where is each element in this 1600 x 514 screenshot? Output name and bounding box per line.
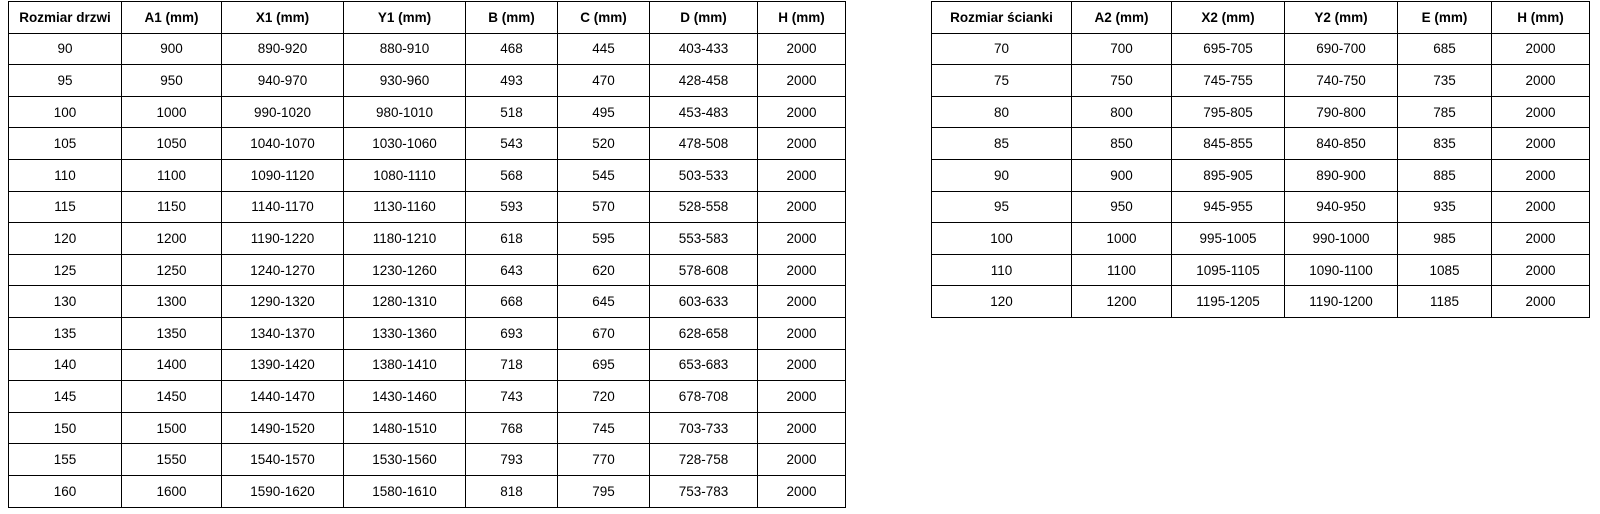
table-cell: 453-483 bbox=[650, 96, 758, 128]
table-cell: 2000 bbox=[758, 349, 846, 381]
table-cell: 618 bbox=[466, 223, 558, 255]
table-cell: 1400 bbox=[122, 349, 222, 381]
table-cell: 2000 bbox=[1492, 191, 1590, 223]
table-cell: 495 bbox=[558, 96, 650, 128]
table-row bbox=[9, 128, 846, 160]
table-cell: 2000 bbox=[1492, 159, 1590, 191]
table-cell: 753-783 bbox=[650, 475, 758, 507]
table-cell: 740-750 bbox=[1285, 65, 1398, 97]
table-cell: 528-558 bbox=[650, 191, 758, 223]
table-cell: 700 bbox=[1072, 33, 1172, 65]
table-cell: 428-458 bbox=[650, 65, 758, 97]
table-cell: 1040-1070 bbox=[222, 128, 344, 160]
table-cell: 570 bbox=[558, 191, 650, 223]
table-cell: 150 bbox=[9, 412, 122, 444]
table-cell: 100 bbox=[932, 223, 1072, 255]
table-cell: 735 bbox=[1398, 65, 1492, 97]
table-cell: 603-633 bbox=[650, 286, 758, 318]
door-dimensions-table bbox=[8, 1, 846, 508]
table-cell: 1300 bbox=[122, 286, 222, 318]
table-cell: 80 bbox=[932, 96, 1072, 128]
table-cell: 2000 bbox=[758, 159, 846, 191]
table-cell: 120 bbox=[9, 223, 122, 255]
table-row bbox=[9, 349, 846, 381]
table-cell: 695-705 bbox=[1172, 33, 1285, 65]
table-cell: 2000 bbox=[758, 444, 846, 476]
table-cell: 2000 bbox=[1492, 223, 1590, 255]
table-cell: 1280-1310 bbox=[344, 286, 466, 318]
table-cell: 890-900 bbox=[1285, 159, 1398, 191]
table-cell: 990-1020 bbox=[222, 96, 344, 128]
table-cell: 1500 bbox=[122, 412, 222, 444]
table-row bbox=[9, 33, 846, 65]
table-header-row bbox=[932, 2, 1590, 34]
column-header: D (mm) bbox=[650, 2, 758, 34]
table-cell: 1185 bbox=[1398, 286, 1492, 318]
table-cell: 743 bbox=[466, 381, 558, 413]
table-cell: 718 bbox=[466, 349, 558, 381]
table-cell: 1150 bbox=[122, 191, 222, 223]
table-cell: 1200 bbox=[122, 223, 222, 255]
table-row bbox=[9, 65, 846, 97]
table-cell: 653-683 bbox=[650, 349, 758, 381]
table-row bbox=[9, 159, 846, 191]
table-cell: 1330-1360 bbox=[344, 317, 466, 349]
table-row bbox=[932, 96, 1590, 128]
table-cell: 770 bbox=[558, 444, 650, 476]
table-cell: 1550 bbox=[122, 444, 222, 476]
table-cell: 940-970 bbox=[222, 65, 344, 97]
table-row bbox=[9, 96, 846, 128]
table-cell: 110 bbox=[9, 159, 122, 191]
table-cell: 685 bbox=[1398, 33, 1492, 65]
table-cell: 90 bbox=[9, 33, 122, 65]
table-cell: 840-850 bbox=[1285, 128, 1398, 160]
table-cell: 1480-1510 bbox=[344, 412, 466, 444]
table-cell: 1095-1105 bbox=[1172, 254, 1285, 286]
table-cell: 2000 bbox=[758, 96, 846, 128]
table-cell: 1195-1205 bbox=[1172, 286, 1285, 318]
table-row bbox=[9, 191, 846, 223]
table-cell: 2000 bbox=[758, 412, 846, 444]
table-cell: 478-508 bbox=[650, 128, 758, 160]
table-cell: 1000 bbox=[1072, 223, 1172, 255]
table-cell: 1190-1200 bbox=[1285, 286, 1398, 318]
table-cell: 1100 bbox=[122, 159, 222, 191]
table-cell: 795-805 bbox=[1172, 96, 1285, 128]
column-header: C (mm) bbox=[558, 2, 650, 34]
table-cell: 945-955 bbox=[1172, 191, 1285, 223]
column-header: X2 (mm) bbox=[1172, 2, 1285, 34]
table-cell: 1530-1560 bbox=[344, 444, 466, 476]
table-cell: 800 bbox=[1072, 96, 1172, 128]
table-cell: 543 bbox=[466, 128, 558, 160]
table-cell: 895-905 bbox=[1172, 159, 1285, 191]
table-cell: 790-800 bbox=[1285, 96, 1398, 128]
table-row bbox=[9, 444, 846, 476]
table-cell: 125 bbox=[9, 254, 122, 286]
column-header: H (mm) bbox=[758, 2, 846, 34]
table-cell: 695 bbox=[558, 349, 650, 381]
table-cell: 935 bbox=[1398, 191, 1492, 223]
table-cell: 2000 bbox=[1492, 254, 1590, 286]
table-cell: 1380-1410 bbox=[344, 349, 466, 381]
table-cell: 155 bbox=[9, 444, 122, 476]
table-cell: 1085 bbox=[1398, 254, 1492, 286]
table-cell: 2000 bbox=[1492, 65, 1590, 97]
table-row bbox=[932, 254, 1590, 286]
column-header: Y2 (mm) bbox=[1285, 2, 1398, 34]
table-cell: 2000 bbox=[758, 475, 846, 507]
table-cell: 520 bbox=[558, 128, 650, 160]
table-cell: 845-855 bbox=[1172, 128, 1285, 160]
table-header-row bbox=[9, 2, 846, 34]
table-cell: 503-533 bbox=[650, 159, 758, 191]
table-cell: 950 bbox=[1072, 191, 1172, 223]
table-cell: 1240-1270 bbox=[222, 254, 344, 286]
column-header: H (mm) bbox=[1492, 2, 1590, 34]
table-cell: 1200 bbox=[1072, 286, 1172, 318]
table-row bbox=[9, 412, 846, 444]
table-cell: 930-960 bbox=[344, 65, 466, 97]
table-cell: 1350 bbox=[122, 317, 222, 349]
table-cell: 880-910 bbox=[344, 33, 466, 65]
table-cell: 703-733 bbox=[650, 412, 758, 444]
table-cell: 115 bbox=[9, 191, 122, 223]
table-cell: 1340-1370 bbox=[222, 317, 344, 349]
table-cell: 2000 bbox=[1492, 96, 1590, 128]
table-cell: 1030-1060 bbox=[344, 128, 466, 160]
wall-panel-dimensions-table bbox=[931, 1, 1590, 318]
table-row bbox=[9, 223, 846, 255]
table-cell: 1540-1570 bbox=[222, 444, 344, 476]
table-cell: 110 bbox=[932, 254, 1072, 286]
table-cell: 620 bbox=[558, 254, 650, 286]
table-cell: 720 bbox=[558, 381, 650, 413]
table-cell: 1050 bbox=[122, 128, 222, 160]
table-cell: 595 bbox=[558, 223, 650, 255]
table-cell: 2000 bbox=[758, 191, 846, 223]
table-cell: 545 bbox=[558, 159, 650, 191]
table-cell: 1080-1110 bbox=[344, 159, 466, 191]
table-cell: 678-708 bbox=[650, 381, 758, 413]
table-cell: 900 bbox=[1072, 159, 1172, 191]
table-cell: 890-920 bbox=[222, 33, 344, 65]
table-cell: 75 bbox=[932, 65, 1072, 97]
table-cell: 578-608 bbox=[650, 254, 758, 286]
table-cell: 850 bbox=[1072, 128, 1172, 160]
column-header: B (mm) bbox=[466, 2, 558, 34]
table-cell: 990-1000 bbox=[1285, 223, 1398, 255]
column-header: Rozmiar drzwi bbox=[9, 2, 122, 34]
table-row bbox=[9, 254, 846, 286]
table-cell: 70 bbox=[932, 33, 1072, 65]
table-row bbox=[932, 191, 1590, 223]
table-cell: 645 bbox=[558, 286, 650, 318]
table-cell: 745-755 bbox=[1172, 65, 1285, 97]
table-cell: 980-1010 bbox=[344, 96, 466, 128]
table-cell: 985 bbox=[1398, 223, 1492, 255]
table-cell: 835 bbox=[1398, 128, 1492, 160]
table-cell: 818 bbox=[466, 475, 558, 507]
table-cell: 553-583 bbox=[650, 223, 758, 255]
table-row bbox=[932, 33, 1590, 65]
table-cell: 2000 bbox=[1492, 286, 1590, 318]
table-cell: 1000 bbox=[122, 96, 222, 128]
table-cell: 668 bbox=[466, 286, 558, 318]
table-cell: 1600 bbox=[122, 475, 222, 507]
table-cell: 1090-1120 bbox=[222, 159, 344, 191]
table-cell: 130 bbox=[9, 286, 122, 318]
table-cell: 403-433 bbox=[650, 33, 758, 65]
table-cell: 900 bbox=[122, 33, 222, 65]
table-cell: 1490-1520 bbox=[222, 412, 344, 444]
table-cell: 768 bbox=[466, 412, 558, 444]
table-cell: 468 bbox=[466, 33, 558, 65]
table-cell: 95 bbox=[9, 65, 122, 97]
table-cell: 670 bbox=[558, 317, 650, 349]
table-cell: 2000 bbox=[758, 381, 846, 413]
table-cell: 1190-1220 bbox=[222, 223, 344, 255]
table-cell: 950 bbox=[122, 65, 222, 97]
table-cell: 793 bbox=[466, 444, 558, 476]
column-header: A1 (mm) bbox=[122, 2, 222, 34]
table-cell: 1250 bbox=[122, 254, 222, 286]
table-row bbox=[9, 475, 846, 507]
table-row bbox=[9, 286, 846, 318]
table-row bbox=[9, 317, 846, 349]
table-cell: 1580-1610 bbox=[344, 475, 466, 507]
table-cell: 940-950 bbox=[1285, 191, 1398, 223]
table-cell: 693 bbox=[466, 317, 558, 349]
table-cell: 145 bbox=[9, 381, 122, 413]
table-cell: 568 bbox=[466, 159, 558, 191]
column-header: X1 (mm) bbox=[222, 2, 344, 34]
column-header: Rozmiar ścianki bbox=[932, 2, 1072, 34]
table-cell: 1390-1420 bbox=[222, 349, 344, 381]
table-cell: 885 bbox=[1398, 159, 1492, 191]
table-cell: 643 bbox=[466, 254, 558, 286]
column-header: E (mm) bbox=[1398, 2, 1492, 34]
table-cell: 1290-1320 bbox=[222, 286, 344, 318]
table-cell: 445 bbox=[558, 33, 650, 65]
table-cell: 1090-1100 bbox=[1285, 254, 1398, 286]
table-cell: 2000 bbox=[758, 286, 846, 318]
table-cell: 1230-1260 bbox=[344, 254, 466, 286]
table-cell: 745 bbox=[558, 412, 650, 444]
table-cell: 95 bbox=[932, 191, 1072, 223]
table-cell: 2000 bbox=[1492, 128, 1590, 160]
table-cell: 85 bbox=[932, 128, 1072, 160]
table-cell: 690-700 bbox=[1285, 33, 1398, 65]
table-row bbox=[932, 65, 1590, 97]
table-row bbox=[9, 381, 846, 413]
table-cell: 795 bbox=[558, 475, 650, 507]
table-cell: 1440-1470 bbox=[222, 381, 344, 413]
table-cell: 995-1005 bbox=[1172, 223, 1285, 255]
table-cell: 2000 bbox=[758, 317, 846, 349]
table-cell: 750 bbox=[1072, 65, 1172, 97]
table-cell: 1450 bbox=[122, 381, 222, 413]
table-cell: 90 bbox=[932, 159, 1072, 191]
table-cell: 160 bbox=[9, 475, 122, 507]
table-row bbox=[932, 159, 1590, 191]
table-cell: 105 bbox=[9, 128, 122, 160]
table-cell: 628-658 bbox=[650, 317, 758, 349]
table-cell: 2000 bbox=[758, 33, 846, 65]
table-cell: 2000 bbox=[758, 128, 846, 160]
table-cell: 728-758 bbox=[650, 444, 758, 476]
table-cell: 2000 bbox=[758, 223, 846, 255]
table-cell: 1590-1620 bbox=[222, 475, 344, 507]
table-cell: 518 bbox=[466, 96, 558, 128]
table-row bbox=[932, 286, 1590, 318]
table-cell: 1130-1160 bbox=[344, 191, 466, 223]
table-cell: 593 bbox=[466, 191, 558, 223]
table-cell: 100 bbox=[9, 96, 122, 128]
table-cell: 135 bbox=[9, 317, 122, 349]
table-row bbox=[932, 128, 1590, 160]
table-cell: 140 bbox=[9, 349, 122, 381]
table-cell: 2000 bbox=[758, 254, 846, 286]
table-cell: 120 bbox=[932, 286, 1072, 318]
table-cell: 1100 bbox=[1072, 254, 1172, 286]
table-cell: 470 bbox=[558, 65, 650, 97]
table-cell: 2000 bbox=[1492, 33, 1590, 65]
table-cell: 1430-1460 bbox=[344, 381, 466, 413]
column-header: A2 (mm) bbox=[1072, 2, 1172, 34]
table-row bbox=[932, 223, 1590, 255]
table-cell: 2000 bbox=[758, 65, 846, 97]
column-header: Y1 (mm) bbox=[344, 2, 466, 34]
table-cell: 1140-1170 bbox=[222, 191, 344, 223]
table-cell: 1180-1210 bbox=[344, 223, 466, 255]
table-cell: 493 bbox=[466, 65, 558, 97]
table-cell: 785 bbox=[1398, 96, 1492, 128]
